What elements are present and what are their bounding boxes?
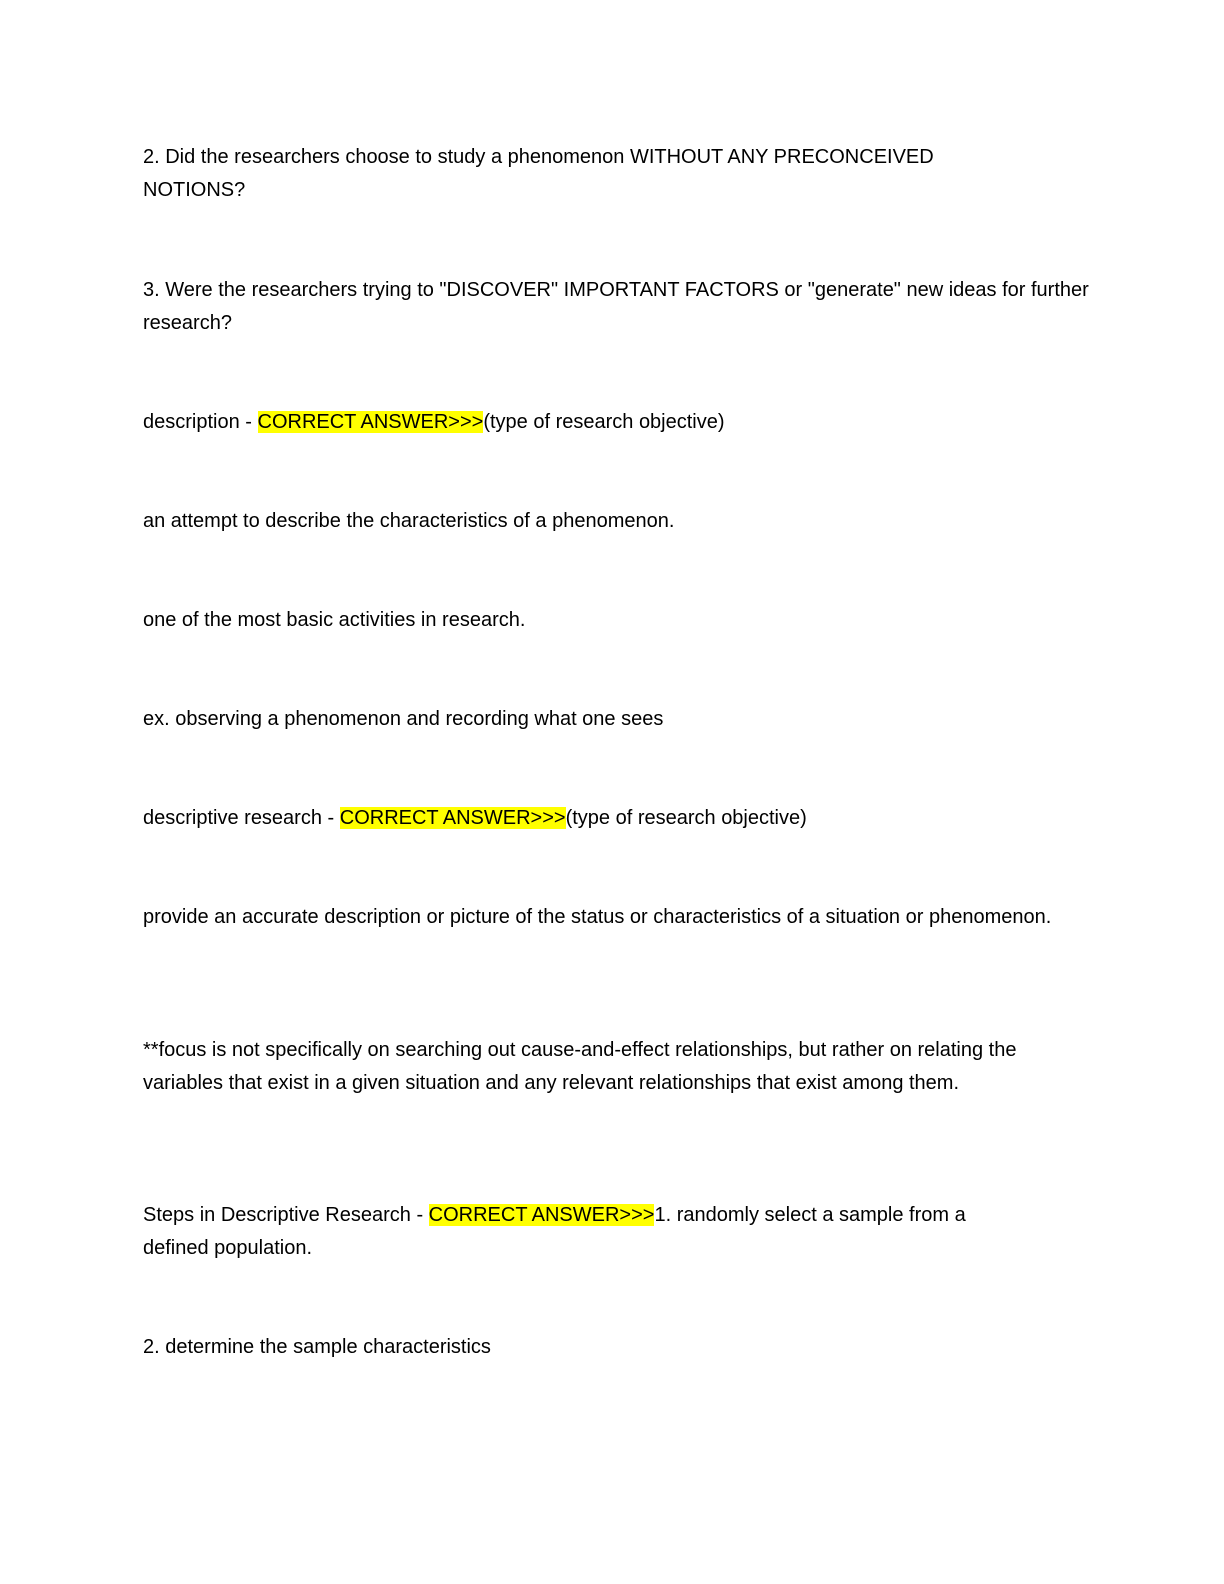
focus-note: **focus is not specifically on searching out cause-and-effect relationships, but rather on relating the variables that exist in a given situation and any relevant relationships that exist among them. <box>143 1039 1017 1094</box>
example-line: ex. observing a phenomenon and recording what one sees <box>143 708 664 730</box>
term-steps <box>143 1199 1023 1265</box>
definition-line: an attempt to describe the characteristics of a phenomenon. <box>143 510 675 532</box>
term-label: description - <box>143 411 258 433</box>
step-line: 2. determine the sample characteristics <box>143 1336 491 1358</box>
answer-text: (type of research objective) <box>565 807 807 829</box>
correct-answer-highlight: CORRECT ANSWER>>> <box>428 1204 655 1226</box>
term-descriptive-research <box>143 802 1093 835</box>
question-2: 2. Did the researchers choose to study a phenomenon WITHOUT ANY PRECONCEIVED NOTIONS? <box>143 146 934 201</box>
term-label: descriptive research - <box>143 807 340 829</box>
answer-text: (type of research objective) <box>483 411 725 433</box>
answer-text: 1. randomly select a sample from a defined population. <box>143 1204 966 1259</box>
question-3: 3. Were the researchers trying to "DISCOVER" IMPORTANT FACTORS or "generate" new ideas for further research? <box>143 279 1089 334</box>
definition-line: provide an accurate description or picture of the status or characteristics of a situation or phenomenon. <box>143 906 1052 928</box>
definition-line: one of the most basic activities in research. <box>143 609 526 631</box>
correct-answer-highlight: CORRECT ANSWER>>> <box>339 807 566 829</box>
term-description <box>143 406 1093 439</box>
term-label: Steps in Descriptive Research - <box>143 1204 429 1226</box>
correct-answer-highlight: CORRECT ANSWER>>> <box>257 411 484 433</box>
